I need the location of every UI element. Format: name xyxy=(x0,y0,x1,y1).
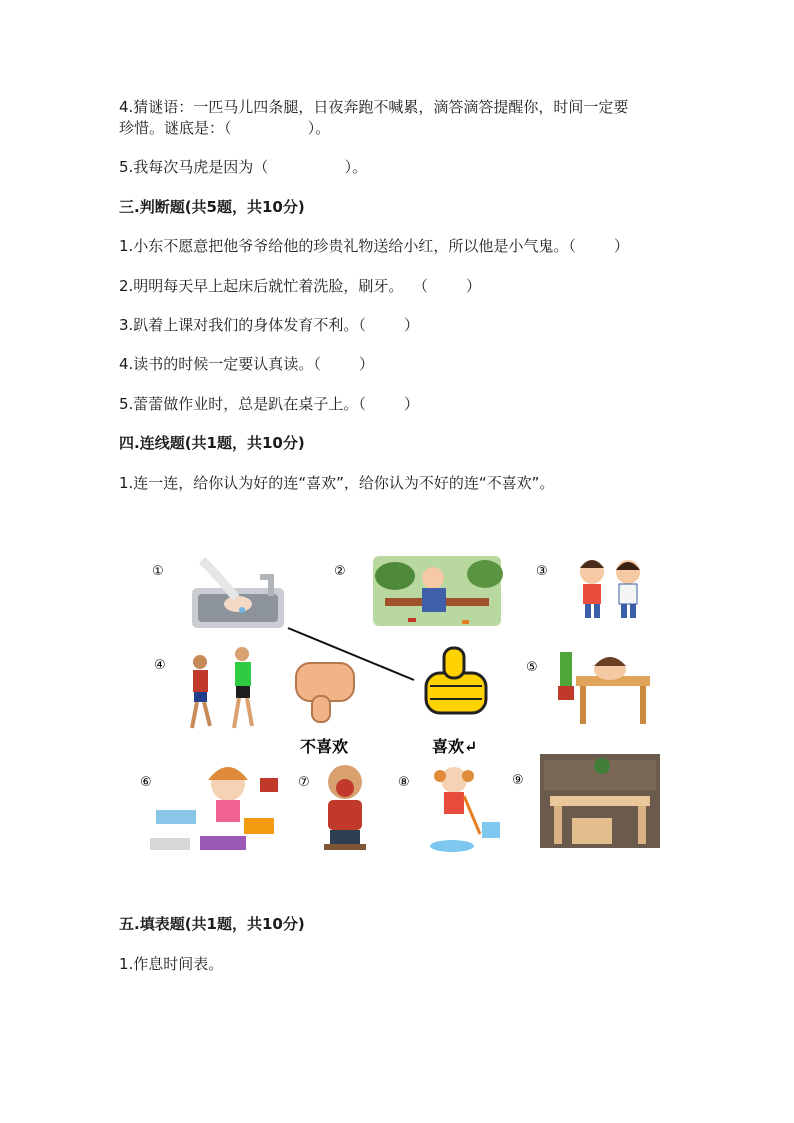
label-3: ③ xyxy=(536,564,548,579)
label-6: ⑥ xyxy=(140,775,152,790)
boy-eating-picture xyxy=(324,765,366,850)
girl-mopping-picture xyxy=(430,767,500,852)
schedule-question: 1.作息时间表。 xyxy=(119,955,224,973)
judge-item-3: 3.趴着上课对我们的身体发育不利。（ ） xyxy=(119,316,419,334)
label-4: ④ xyxy=(154,658,166,673)
judge-item-1: 1.小东不愿意把他爷爷给他的珍贵礼物送给小红，所以他是小气鬼。（ ） xyxy=(119,237,629,255)
section3-title: 三.判断题(共5题，共10分) xyxy=(119,198,305,216)
thumbs-up-icon xyxy=(426,648,486,713)
saluting-children-picture xyxy=(580,560,640,618)
section4-title: 四.连线题(共1题，共10分) xyxy=(119,434,305,452)
label-5: ⑤ xyxy=(526,660,538,675)
judge-item-4: 4.读书的时候一定要认真读。（ ） xyxy=(119,355,374,373)
matching-figure xyxy=(140,548,670,868)
q4-line-2: 珍惜。谜底是：（ ）。 xyxy=(119,119,331,137)
section5-title: 五.填表题(共1题，共10分) xyxy=(119,915,305,933)
like-caption: 喜欢↵ xyxy=(432,737,478,756)
q5-text: 5.我每次马虎是因为（ ）。 xyxy=(119,158,368,176)
matching-illustration xyxy=(140,548,670,868)
judge-item-2: 2.明明每天早上起床后就忙着洗脸，刷牙。 （ ） xyxy=(119,277,481,295)
dislike-caption: 不喜欢 xyxy=(300,737,349,756)
label-1: ① xyxy=(152,564,164,579)
thumbs-down-icon xyxy=(296,663,354,722)
label-2: ② xyxy=(334,564,346,579)
wooden-desk-picture xyxy=(540,754,660,848)
handwashing-picture xyxy=(188,560,288,633)
q4-line-1: 4.猜谜语：一匹马儿四条腿，日夜奔跑不喊累，滴答滴答提醒你，时间一定要 xyxy=(119,98,629,116)
littering-man-picture xyxy=(373,556,503,626)
judge-item-5: 5.蕾蕾做作业时，总是趴在桌子上。（ ） xyxy=(119,395,419,413)
messy-room-girl-picture xyxy=(150,767,278,850)
label-8: ⑧ xyxy=(398,775,410,790)
label-9: ⑨ xyxy=(512,773,524,788)
label-7: ⑦ xyxy=(298,775,310,790)
matching-question: 1.连一连，给你认为好的连“喜欢”，给你认为不好的连“不喜欢”。 xyxy=(119,474,555,492)
running-men-picture xyxy=(192,647,252,728)
sleeping-at-desk-picture xyxy=(558,652,650,724)
